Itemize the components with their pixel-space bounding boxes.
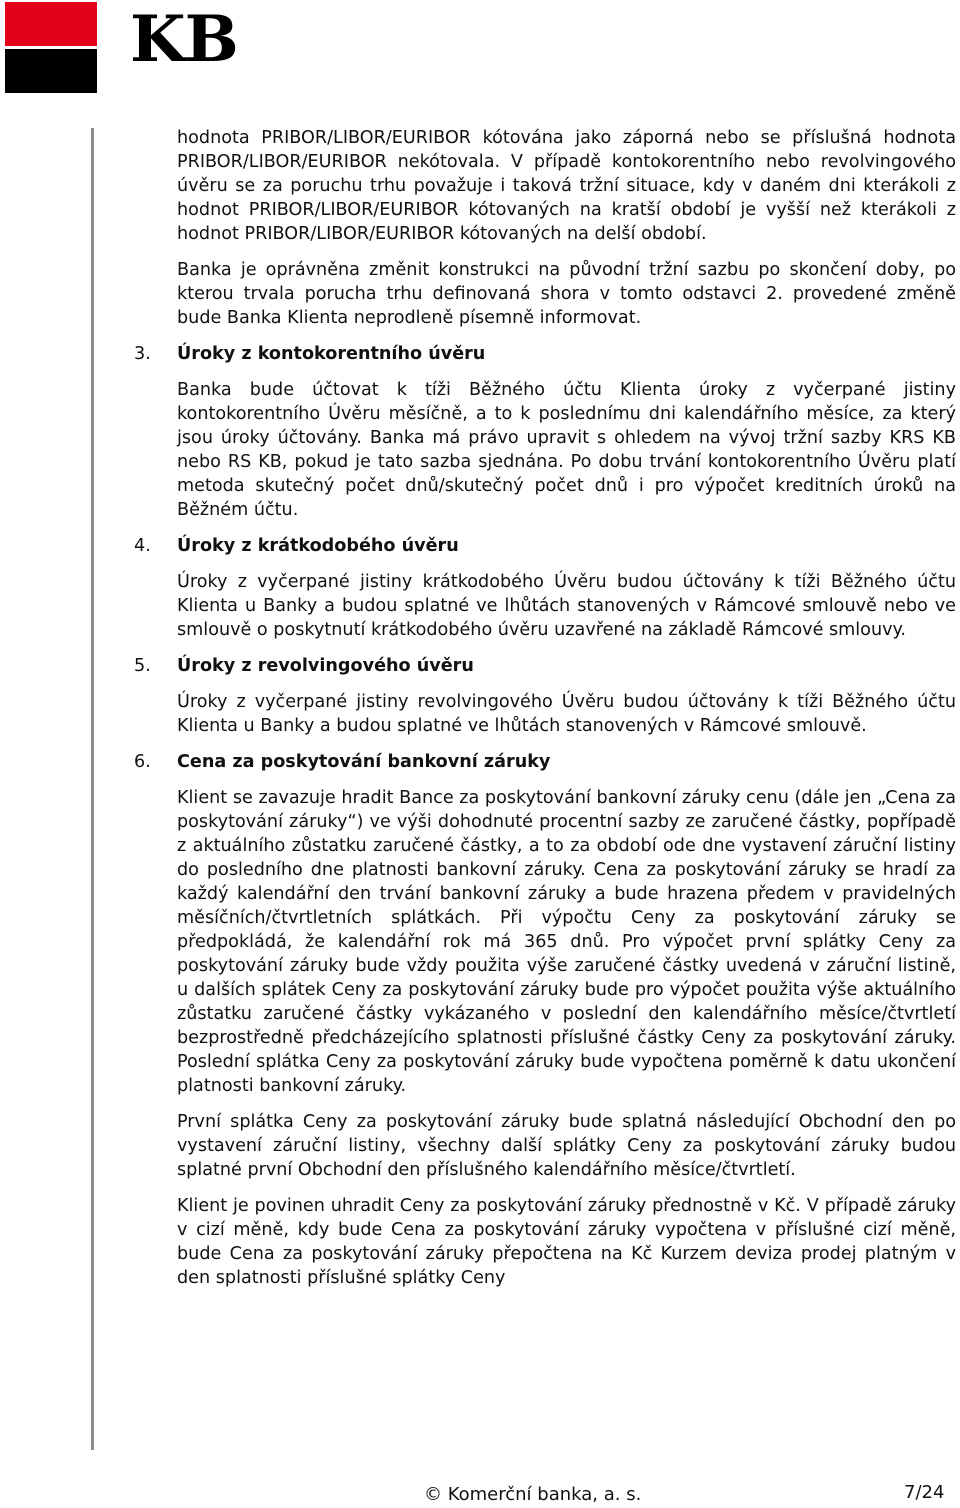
kb-logo [5, 2, 275, 96]
section-title: Úroky z revolvingového úvěru [177, 656, 474, 676]
section-title: Úroky z kontokorentního úvěru [177, 344, 486, 364]
paragraph: Banka je oprávněna změnit konstrukci na původní tržní sazbu po skončení doby, po kterou trvala porucha trhu definovaná shora v tomto odstavci 2. provedené změně bude Banka Klienta neprodleně písemně informovat. [177, 260, 956, 328]
paragraph: Banka bude účtovat k tíži Běžného účtu Klienta úroky z vyčerpané jistiny kontokorentního Úvěru měsíčně, a to k poslednímu dni kalendářního měsíce, za který jsou úroky účtovány. Banka má právo upravit s ohledem na vývoj tržní sazby KRS KB nebo RS KB, pokud je tato sazba sjednána. Po dobu trvání kontokorentního Úvěru platí metoda skutečný počet dnů/skutečný počet dnů i pro výpočet kreditních úroků na Běžném účtu. [177, 380, 956, 520]
margin-rule [91, 128, 94, 1450]
section-heading [134, 750, 956, 774]
paragraph: Klient se zavazuje hradit Bance za poskytování bankovní záruky cenu (dále jen „Cena za poskytování záruky“) ve výši dohodnuté procentní sazby ze zaručené částky, popřípadě z aktuálního zůstatku zaručené částky, a to za období ode dne vystavení záruční listiny do posledního dne platnosti bankovní záruky. Cena za poskytování záruky se hradí za každý kalendářní den trvání bankovní záruky a bude hrazena předem v pravidelných měsíčních/čtvrtletních splátkách. Při výpočtu Ceny za poskytování záruky se předpokládá, že kalendářní rok má 365 dnů. Pro výpočet první splátky Ceny za poskytování záruky bude vždy použita výše zaručené částky uvedená v záruční listině, u dalších splátek Ceny za poskytování záruky bude pro výpočet použita výše aktuálního zůstatku zaručené částky vykázaného v poslední den kalendářního měsíce/čtvrtletí bezprostředně předcházejícího splatnosti příslušné částky Ceny za poskytování záruky. Poslední splátka Ceny za poskytování záruky bude vypočtena poměrně k datu ukončení platnosti bankovní záruky. [177, 788, 956, 1096]
paragraph: Úroky z vyčerpané jistiny krátkodobého Úvěru budou účtovány k tíži Běžného účtu Klienta u Banky a budou splatné ve lhůtách stanovených v Rámcové smlouvě nebo ve smlouvě o poskytnutí krátkodobého úvěru uzavřené na základě Rámcové smlouvy. [177, 572, 956, 640]
page-number: 7/24 [904, 1482, 945, 1503]
paragraph: Úroky z vyčerpané jistiny revolvingového Úvěru budou účtovány k tíži Běžného účtu Klienta u Banky a budou splatné ve lhůtách stanovených v Rámcové smlouvě. [177, 692, 956, 736]
section-number: 4. [134, 536, 151, 556]
section-number: 6. [134, 752, 151, 772]
paragraph: Klient je povinen uhradit Ceny za poskytování záruky přednostně v Kč. V případě záruky v cizí měně, kdy bude Cena za poskytování záruky vypočtena v příslušné cizí měně, bude Cena za poskytování záruky přepočtena na Kč Kurzem deviza prodej platným v den splatnosti příslušné splátky Ceny [177, 1196, 956, 1288]
section-heading [134, 654, 956, 678]
logo-wordmark: KB [130, 2, 238, 77]
logo-red-block [5, 2, 97, 46]
section-heading [134, 342, 956, 366]
document-body [134, 126, 956, 1302]
paragraph: hodnota PRIBOR/LIBOR/EURIBOR kótována jako záporná nebo se příslušná hodnota PRIBOR/LIBOR/EURIBOR nekótovala. V případě kontokorentního nebo revolvingového úvěru se za poruchu trhu považuje i taková tržní situace, kdy v daném dni kterákoli z hodnot PRIBOR/LIBOR/EURIBOR kótovaných na kratší období je vyšší než kterákoli z hodnot PRIBOR/LIBOR/EURIBOR kótovaných na delší období. [177, 128, 956, 244]
logo-black-block [5, 49, 97, 93]
section-heading [134, 534, 956, 558]
section-number: 5. [134, 656, 151, 676]
section-title: Úroky z krátkodobého úvěru [177, 536, 459, 556]
section-number: 3. [134, 344, 151, 364]
section-title: Cena za poskytování bankovní záruky [177, 752, 551, 772]
footer-copyright: © Komerční banka, a. s. [424, 1484, 642, 1505]
paragraph: První splátka Ceny za poskytování záruky bude splatná následující Obchodní den po vystavení záruční listiny, všechny další splátky Ceny za poskytování záruky budou splatné první Obchodní den příslušného kalendářního měsíce/čtvrtletí. [177, 1112, 956, 1180]
